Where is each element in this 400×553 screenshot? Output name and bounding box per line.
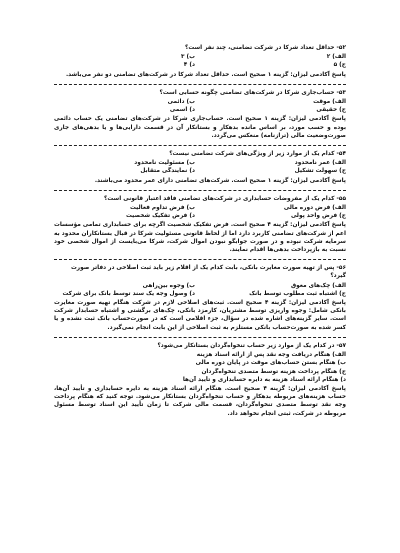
question-block xyxy=(54,264,346,332)
question-text xyxy=(54,89,346,97)
option-item: ج) فرض واحد پولی xyxy=(290,213,346,220)
answer-text: پاسخ آکادمی لیزان: گزینه ۱ صحیح است. شرکت‌های تضامنی دارای عمر محدود می‌باشند. xyxy=(94,177,346,184)
question-text xyxy=(54,264,346,280)
question-divider xyxy=(54,84,346,85)
options xyxy=(54,159,346,175)
option-item: د) اسمی xyxy=(169,107,195,114)
option-item: الف) عمر نامحدود xyxy=(294,160,346,167)
option-item: ب) مسئولیت نامحدود xyxy=(134,160,195,167)
question-divider xyxy=(54,259,346,260)
question-body: کدام یک از موارد زیر از ویژگی‌های شرکت تضامنی نیست؟ xyxy=(169,151,335,158)
option-item: د) نمایندگی متقابل xyxy=(140,168,195,175)
option-item: ج) هنگام پرداخت هزینه توسط متصدی تنخواه‌گردان xyxy=(201,368,346,375)
question-block xyxy=(54,89,346,140)
question-block xyxy=(54,342,346,418)
options xyxy=(54,204,346,220)
option-item: د) هنگام ارائه اسناد هزینه به دایره حسابداری و تأیید آن‌ها xyxy=(182,376,346,383)
question-body: حساب‌جاری شرکا در شرکت‌های تضامنی چگونه حسابی است؟ xyxy=(159,89,335,96)
option-item: الف) چک‌های معوق xyxy=(290,282,346,289)
question-number: ۵۶ xyxy=(338,265,346,272)
option-item: ب) ۳ xyxy=(180,54,195,61)
question-text xyxy=(54,44,346,52)
question-body: کدام یک از مفروضات حسابداری در شرکت‌های تضامنی فاقد اعتبار قانونی است؟ xyxy=(104,195,335,202)
question-divider xyxy=(54,337,346,338)
question-number: ۵۳ xyxy=(338,89,346,96)
question-divider xyxy=(54,190,346,191)
question-text xyxy=(54,150,346,158)
question-number-separator: - xyxy=(334,151,339,158)
question-number: ۵۵ xyxy=(338,195,346,202)
question-block xyxy=(54,150,346,185)
option-item: ب) وجوه بین‌راهی xyxy=(142,282,195,289)
question-block xyxy=(54,195,346,254)
question-number-separator: - xyxy=(334,342,339,349)
option-item: الف) ۲ xyxy=(326,54,346,61)
question-number-separator: - xyxy=(334,195,339,202)
options xyxy=(54,282,346,298)
answer-text: پاسخ آکادمی لیزان: گزینه ۴ صحیح است. فرض تفکیک شخصیت اگرچه برای حسابداری تمامی مؤسسات اعم از شرکت‌های تضامنی کاربرد دارد اما از لحاظ قانونی مسئولیت شرکا در قبال بستانکاران محدود به سرمایه شرکت نبوده و در صورت جوابگو نبودن اموال شرکت، شرکا می‌بایست از اموال شخصی خود نسبت به بازپرداخت بدهی‌ها اقدام نمایند. xyxy=(54,222,346,254)
option-item: ب) دائمی xyxy=(167,99,195,106)
question-text xyxy=(54,195,346,203)
question-text xyxy=(54,342,346,350)
options xyxy=(54,351,346,384)
question-number: ۵۷ xyxy=(338,342,346,349)
option-item: ج) ۵ xyxy=(333,62,346,69)
answer-text: پاسخ آکادمی لیزان: گزینه ۱ صحیح است. حساب‌جاری شرکا در شرکت‌های تضامنی یک حساب دائمی بوده و حسب مورد، بر اساس مانده بدهکار و بستانکار آن در قسمت دارایی‌ها و یا بدهی‌های جاری صورت‌وضعیت مالی (ترازنامه) منعکس می‌گردد. xyxy=(54,116,346,139)
question-number-separator: - xyxy=(334,45,339,51)
option-item: د) فرض تفکیک شخصیت xyxy=(126,213,195,220)
option-item: ج) اشتباه ثبت مطلوب توسط بانک xyxy=(249,290,346,297)
question-number: ۵۲ xyxy=(338,45,346,51)
question-number: ۵۴ xyxy=(338,151,346,158)
option-item: ب) فرض تداوم فعالیت xyxy=(129,205,195,212)
question-divider xyxy=(54,145,346,146)
question-body: پس از تهیه صورت مغایرت بانکی، بابت کدام یک از اقلام زیر باید ثبت اصلاحی در دفاتر صورت گیرد؟ xyxy=(70,265,346,280)
option-item: ج) حقیقی xyxy=(316,107,346,114)
options xyxy=(54,53,346,69)
question-body: در کدام یک از موارد زیر حساب تنخواه‌گردان بستانکار می‌شود؟ xyxy=(157,342,335,349)
question-number-separator: - xyxy=(334,89,339,96)
option-item: ج) سهولت تشکیل xyxy=(294,168,346,175)
answer-text: پاسخ آکادمی لیزان: گزینه ۴ صحیح است. هنگام ارائه اسناد هزینه به دایره حسابداری و تأیید آن‌ها، حساب هزینه‌های مربوطه بدهکار و حساب تنخواه‌گردان بستانکار می‌شود. توجه کنید که هنگام پرداخت وجه نقد توسط متصدی تنخواه‌گردان، قسمت مالی شرکت تا زمان تأیید این اسناد توسط مسئول مربوطه در شرکت، ثبتی انجام نخواهد داد. xyxy=(54,385,346,417)
option-item: د) ۴ xyxy=(183,62,195,69)
option-item: د) وصول وجه یک سند توسط بانک برای شرکت xyxy=(62,290,195,297)
question-block xyxy=(54,44,346,79)
option-item: الف) هنگام دریافت وجه نقد پس از ارائه اسناد هزینه xyxy=(196,352,346,359)
question-body: حداقل تعداد شرکا در شرکت تضامنی، چند نفر است؟ xyxy=(184,45,335,51)
answer-text: پاسخ آکادمی لیزان: گزینه ۴ صحیح است. ثبت‌های اصلاحی لازم در شرکت هنگام تهیه صورت مغایرت بانکی شامل: وجوه واریزی توسط مشتریان، کارمزد بانکی، چک‌های برگشتی و اشتباه حسابدار شرکت است. سایر گزینه‌های اشاره شده در سؤال، جزء اقلامی است که در صورت‌حساب بانک ثبت نشده و یا کسر شده به صورت‌حساب بانکی مستلزم به ثبت اصلاحی از این بابت انجام نمی‌گیرد. xyxy=(54,300,346,331)
options xyxy=(54,98,346,114)
option-item: ب) هنگام بستن حساب‌های موقت در پایان دوره مالی xyxy=(195,360,346,367)
question-number-separator: - xyxy=(334,265,339,272)
option-item: الف) فرض دوره مالی xyxy=(283,205,346,212)
option-item: الف) موقت xyxy=(313,99,346,106)
answer-text: پاسخ آکادمی لیزان: گزینه ۱ صحیح است. حداقل تعداد شرکا در شرکت‌های تضامنی دو نفر می‌باشد. xyxy=(65,71,346,78)
